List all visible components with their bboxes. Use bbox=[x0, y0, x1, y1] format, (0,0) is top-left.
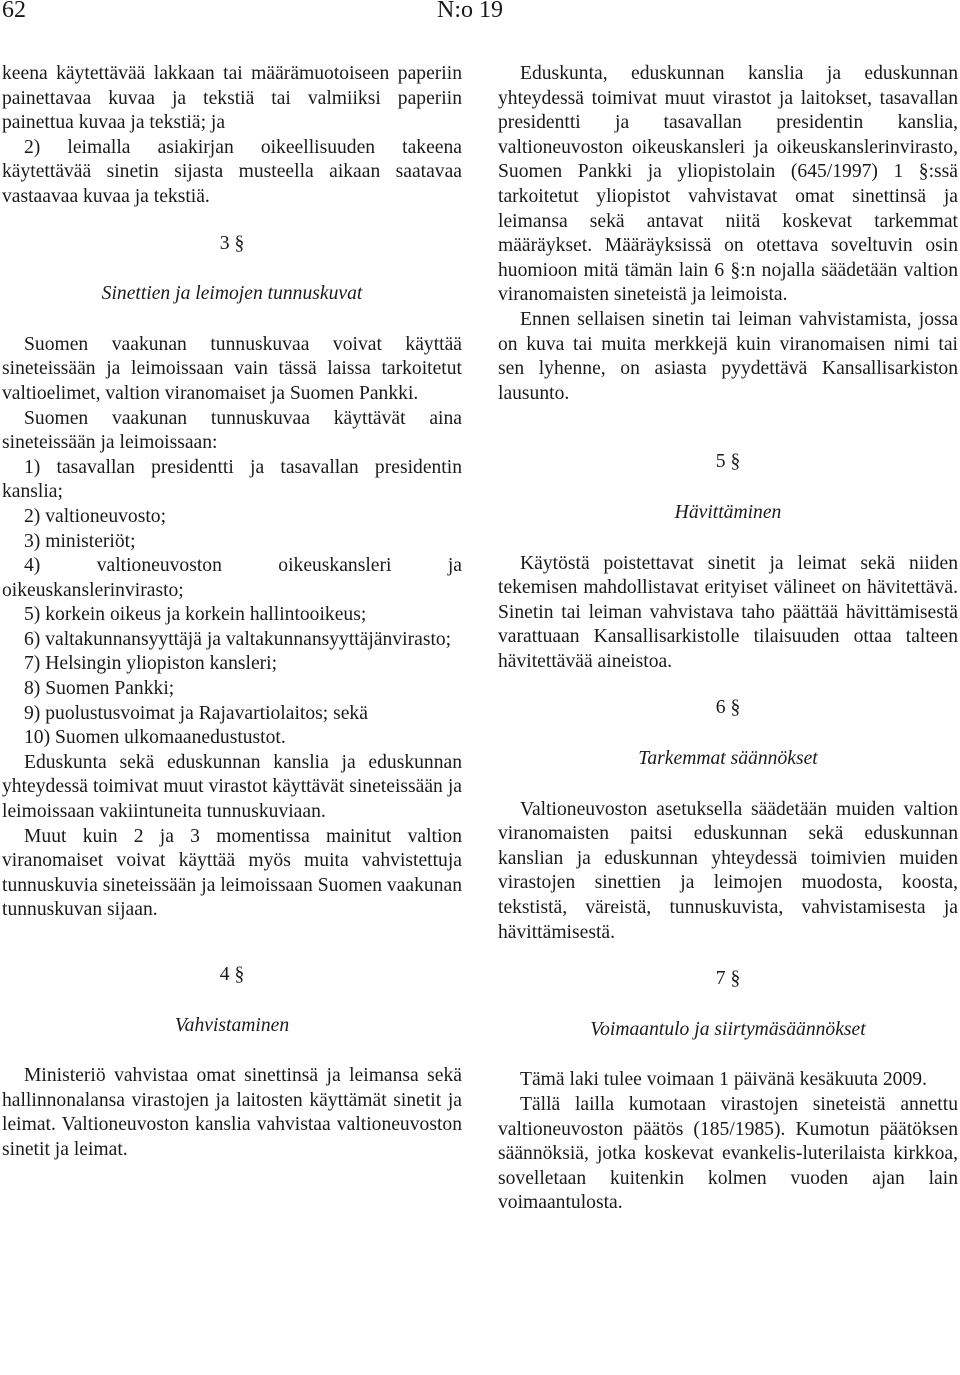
section-3-number: 3 § bbox=[219, 232, 245, 254]
section-5-number: 5 § bbox=[715, 451, 741, 473]
section-3-paragraph-1: Suomen vaakunan tunnuskuvaa voivat käyttää sineteissään ja leimoissaan vain tässä laissa tarkoitetut valtioelimet, valtion viranomaiset ja Suomen Pankki. bbox=[2, 333, 462, 404]
section-7-number: 7 § bbox=[715, 968, 741, 990]
page-number: 62 bbox=[2, 0, 26, 23]
section-4-number: 4 § bbox=[219, 964, 245, 985]
issue-number: N:o 19 bbox=[437, 0, 503, 23]
continued-paragraph-2: Ennen sellaisen sinetin tai leiman vahvistamista, jossa on kuva tai muita merkkejä kuin viranomaisen nimi tai sen lyhenne, on asiasta pyydettävä Kansallisarkiston lausunto. bbox=[498, 308, 958, 404]
section-7-title: Voimaantulo ja siirtymäsäännökset bbox=[590, 1018, 866, 1040]
section-3-list-item: 1) tasavallan presidentti ja tasavallan presidentin kanslia; bbox=[2, 456, 462, 503]
section-3-list-item: 6) valtakunnansyyttäjä ja valtakunnansyyttäjänvirasto; bbox=[24, 628, 452, 650]
intro-paragraph: keena käytettävää lakkaan tai määrämuotoiseen paperiin painettavaa kuvaa ja tekstiä tai valmiiksi paperiin painettua kuvaa ja tekstiä; ja bbox=[2, 63, 462, 134]
section-6-paragraph-1: Valtioneuvoston asetuksella säädetään muiden valtion viranomaisten paitsi eduskunnan sekä eduskunnan kanslian ja eduskunnan yhteydessä toimivien muiden virastojen sinettien ja leimojen muodosta, koosta, tekstistä, väreistä, tunnuskuvista, vahvistamisesta ja hävittämisestä. bbox=[498, 798, 958, 943]
section-3-paragraph-2: Suomen vaakunan tunnuskuvaa käyttävät aina sineteissään ja leimoissaan: bbox=[2, 407, 462, 454]
section-3-list-item: 10) Suomen ulkomaanedustustot. bbox=[24, 727, 286, 749]
intro-item-2: 2) leimalla asiakirjan oikeellisuuden takeena käytettävää sinetin sijasta musteella aikaan saatavaa vastaavaa kuvaa ja tekstiä. bbox=[2, 136, 462, 207]
section-6-title: Tarkemmat säännökset bbox=[638, 748, 818, 770]
section-6-number: 6 § bbox=[715, 697, 741, 719]
right-column bbox=[498, 62, 958, 1216]
section-4-title: Vahvistaminen bbox=[174, 1014, 290, 1036]
section-3-paragraph-4: Muut kuin 2 ja 3 momentissa mainitut valtion viranomaiset voivat käyttää myös muita vahvistettuja tunnuskuvia sineteissään ja leimoissaan Suomen vaakunan tunnuskuvan sijaan. bbox=[2, 825, 462, 921]
section-3-list-item: 2) valtioneuvosto; bbox=[24, 505, 167, 527]
section-3-list-item: 3) ministeriöt; bbox=[24, 530, 136, 552]
left-column bbox=[2, 62, 462, 1163]
continued-paragraph-1: Eduskunta, eduskunnan kanslia ja eduskunnan yhteydessä toimivat muut virastot ja laitokset, tasavallan presidentti ja tasavallan presidentin kanslia, valtioneuvoston oikeuskansleri ja oikeuskanslerinvirasto, Suomen Pankki ja yliopistolain (645/1997) 1 §:ssä tarkoitetut yliopistot vahvistavat omat sinettinsä ja leimansa sekä antavat niitä koskevat tarkemmat määräykset. Määräyksissä on otettava soveltuvin osin huomioon mitä tämän lain 6 §:n nojalla säädetään valtion viranomaisten sineteistä ja leimoista. bbox=[498, 63, 958, 306]
page-header bbox=[0, 0, 960, 40]
section-3-paragraph-3: Eduskunta sekä eduskunnan kanslia ja eduskunnan yhteydessä toimivat muut virastot käyttävät sineteissään ja leimoissaan vakiintuneita tunnuskuviaan. bbox=[2, 751, 462, 823]
section-3-title: Sinettien ja leimojen tunnuskuvat bbox=[101, 283, 363, 305]
section-4-paragraph-1: Ministeriö vahvistaa omat sinettinsä ja leimansa sekä hallinnonalansa virastojen ja laitosten käyttämät sinetit ja leimat. Valtioneuvoston kanslia vahvistaa valtioneuvoston sinetit ja leimat. bbox=[2, 1065, 462, 1160]
section-5-title: Hävittäminen bbox=[674, 501, 782, 523]
section-7-paragraph-1: Tämä laki tulee voimaan 1 päivänä kesäkuuta 2009. bbox=[520, 1069, 927, 1091]
section-3-list-item: 9) puolustusvoimat ja Rajavartiolaitos; sekä bbox=[24, 702, 368, 724]
section-3-list-item: 7) Helsingin yliopiston kansleri; bbox=[24, 653, 278, 675]
section-3-list-item: 4) valtioneuvoston oikeuskansleri ja oikeuskanslerinvirasto; bbox=[2, 555, 462, 601]
section-3-list-item: 5) korkein oikeus ja korkein hallintooikeus; bbox=[24, 604, 367, 626]
section-7-paragraph-2: Tällä lailla kumotaan virastojen sineteistä annettu valtioneuvoston päätös (185/1985). Kumotun päätöksen säännöksiä, jotka koskevat evankelis-luterilaista kirkkoa, sovelletaan kuitenkin kolmen vuoden ajan lain voimaantulosta. bbox=[498, 1094, 958, 1214]
section-3-list-item: 8) Suomen Pankki; bbox=[24, 678, 175, 700]
section-5-paragraph-1: Käytöstä poistettavat sinetit ja leimat sekä niiden tekemisen mahdollistavat erityiset välineet on hävitettävä. Sinetin tai leiman vahvistava taho päättää hävittämisestä varattuaan Kansallisarkistolle tilaisuuden ottaa talteen hävitettävää aineistoa. bbox=[498, 552, 958, 672]
